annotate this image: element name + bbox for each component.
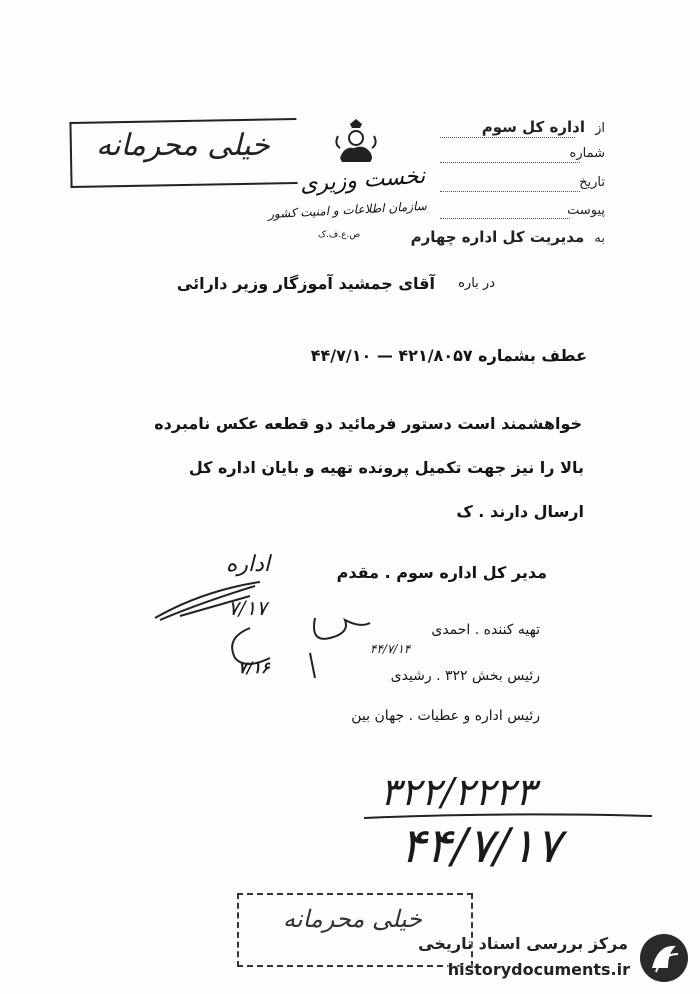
from-field [482,118,605,136]
records-head-line: رئیس اداره و عطیات . جهان بین [351,708,540,724]
confidential-stamp-text: خیلی محرمانه [96,128,270,163]
attachment-dotted-line [440,218,570,219]
watermark-title: مرکز بررسی اسناد تاریخی [418,934,628,953]
date-dotted-line [440,191,580,192]
archive-logo-icon [638,932,690,984]
section-head-line: رئیس بخش ۳۲۲ . رشیدی [390,668,540,684]
date-label: تاریخ [579,175,605,190]
number-label: شماره [569,146,605,161]
director-date-handwritten: ۷/۱۷ [228,596,267,620]
body-line-3: ارسال دارند . ک [456,502,584,521]
preparer-line: تهیه کننده . احمدی [431,622,540,638]
handwritten-date: ۴۴/۷/۱۷ [400,818,562,874]
section-head-handwritten: ۷/۱۶ [238,658,270,677]
to-code: ص.ع.ف.ک [318,230,361,240]
body-line-2: بالا را نیز جهت تکمیل پرونده تهیه و بایان اداره کل [188,458,584,477]
from-dotted-line [440,137,575,138]
handwritten-reference-number: ۳۲۲/۲۲۲۳ [380,770,536,814]
organization-script: سازمان اطلاعات و امنیت کشور [267,198,428,222]
subject-value: آقای جمشید آموزگار وزیر دارائی [176,274,435,293]
lion-and-sun-emblem-icon [330,118,382,170]
body-line-1: خواهشمند است دستور فرمائید دو قطعه عکس نامبرده [154,414,582,433]
ministry-script: نخست وزیری [299,163,427,198]
archive-watermark [400,928,690,988]
number-dotted-line [440,162,580,163]
from-label: از [595,121,605,136]
preparer-date-handwritten: ۴۴/۷/۱۴ [370,642,411,656]
subject-label: در باره [458,276,495,291]
from-value: اداره کل سوم [481,118,585,136]
to-field [411,228,605,246]
reference-line: عطف بشماره ۴۲۱/۸۰۵۷ — ۴۴/۷/۱۰ [310,346,587,365]
watermark-url: historydocuments.ir [447,960,630,979]
director-handwritten-prefix: اداره [225,552,270,577]
bottom-confidential-stamp-text: خیلی محرمانه [283,905,422,933]
to-label: به [594,231,605,246]
director-line: مدیر کل اداره سوم . مقدم [336,563,547,582]
to-value: مدیریت کل اداره چهارم [410,228,585,246]
attachment-label: پیوست [567,203,605,218]
